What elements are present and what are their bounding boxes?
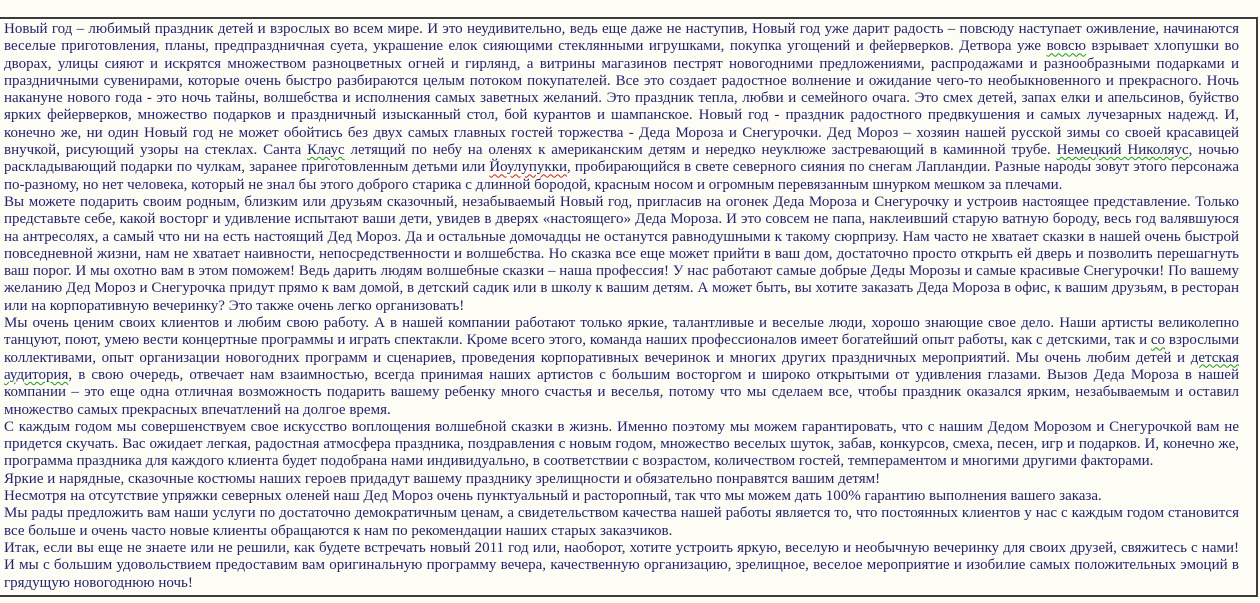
- text-run: , пробирающийся в свете северного сияния по снегам Лапландии. Разные народы зовут этого персонажа по-разному, но нет человека, который не знал бы этого доброго старика с длинной бородой, красным носом и огромным перевязанным шнурком мешком за плечами.: [4, 159, 1239, 193]
- document-text: [4, 21, 1239, 592]
- text-run: С каждым годом мы совершенствуем свое искусство воплощения волшебной сказки в жизнь. Именно поэтому мы можем гарантировать, что с нашим Дедом Морозом и Снегурочкой вам не придется скучать. Вас ожидает легкая, радостная атмосфера праздника, поздравления с новым годом, множество веселых шуток, забав, конкурсов, смеха, песен, игр и подарков. И, конечно же, программа праздника для каждого клиента будет подобрана нами индивидуально, в соответствии с возрастом, количеством гостей, темпераментом и многими другими факторами.: [4, 418, 1239, 470]
- document-frame: [0, 17, 1258, 597]
- text-run: Новый год – любимый праздник детей и взрослых во всем мире. И это неудивительно, ведь еще даже не наступив, Новый год уже дарит радость – повсюду наступает оживление, начинаются веселые приготовления, планы, предпраздничная суета, украшение елок сияющими стеклянными игрушками, покупка угощений и фейерверков. Детвора уже: [4, 21, 1239, 55]
- text-run: взрывает хлопушки во дворах, улицы сияют и искрятся множеством разноцветных огней и гирлянд, а витрины магазинов пестрят новогодними предложениями, распродажами и разнообразными подарками и праздничными сувенирами, которые очень быстро разбираются целым потоком покупателей. Все это создает радостное волнение и ожидание чего-то необыкновенного и прекрасного. Ночь накануне нового года - это ночь тайны, волшебства и исполнения самых заветных желаний. Это праздник тепла, любви и семейного очага. Это смех детей, запах елки и апельсинов, буйство ярких фейерверков, множество подарков и праздничный изысканный стол, бой курантов и шампанское. Новый год - праздник радостного предвкушения и самых лучезарных надежд. И, конечно же, ни один Новый год не может обойтись без двух самых главных гостей торжества - Деда Мороза и Снегурочки. Дед Мороз – хозяин нашей русской зимы со своей красавицей внучкой, рисующий узоры на стеклах. Санта: [4, 38, 1239, 159]
- paragraph-5: [4, 471, 1239, 488]
- text-run: взрослыми коллективами, опыт организации новогодних программ и сценариев, проведения корпоративных вечеринок и многих других праздничных мероприятий. Мы очень любим детей и: [4, 332, 1239, 366]
- text-run: Вы можете подарить своим родным, близким или друзьям сказочный, незабываемый Новый год, пригласив на огонек Деда Мороза и Снегурочку и устроив настоящее представление. Только представьте себе, какой восторг и удивление испытают ваши дети, увидев в дверях «настоящего» Деда Мороза. И это совсем не папа, наклеивший старую ватную бороду, весь год валявшуюся на антресолях, а самый что ни на есть настоящий Дед Мороз. Да и остальные домочадцы не останутся равнодушными к такому сюрпризу. Нам часто не хватает сказки в нашей очень быстрой повседневной жизни, нам не хватает наивности, непосредственности и волшебства. Но сказка все еще может прийти в ваш дом, достаточно просто открыть ей дверь и позволить перешагнуть ваш порог. И мы охотно вам в этом поможем! Ведь дарить людям волшебные сказки – наша профессия! У нас работают самые добрые Деды Морозы и самые красивые Снегурочки! По вашему желанию Дед Мороз и Снегурочка придут прямо к вам домой, в детский садик или в школу к вашим детям. А может быть, вы хотите заказать Деда Мороза в офис, к вашим друзьям, в ресторан или на корпоративную вечеринку? Это также очень легко организовать!: [4, 193, 1239, 314]
- grammar-flag-word: со: [1150, 332, 1166, 349]
- grammar-flag-word: Немецкий Николяус: [1056, 142, 1189, 159]
- text-run: Итак, если вы еще не знаете или не решили, как будете встречать новый 2011 год или, наоборот, хотите устроить яркую, веселую и необычную вечеринку для своих друзей, свяжитесь с нами! И мы с большим удовольствием предоставим вам оригинальную программу вечера, качественную организацию, зрелищное, веселое мероприятие и изобилие самых положительных эмоций в грядущую новогоднюю ночь!: [4, 539, 1239, 591]
- paragraph-1: [4, 21, 1239, 194]
- text-run: , в свою очередь, отвечает нам взаимностью, всегда принимая наших артистов с большим восторгом и широко открытыми от удивления глазами. Вызов Деда Мороза в нашей компании – это еще одна отличная возможность подарить вашему ребенку много счастья и веселья, потому что мы сделаем все, чтобы праздник оказался ярким, незабываемым и оставил множество самых прекрасных впечатлений на долгое время.: [4, 366, 1239, 418]
- paragraph-4: [4, 419, 1239, 471]
- paragraph-6: [4, 488, 1239, 505]
- spelling-error-word: Йоулупукки: [489, 159, 568, 176]
- paragraph-2: [4, 194, 1239, 315]
- text-run: Мы очень ценим своих клиентов и любим свою работу. А в нашей компании работают только яркие, талантливые и веселые люди, хорошо знающие свое дело. Наши артисты великолепно танцуют, поют, умею вести концертные программы и играть спектакли. Кроме всего этого, команда наших профессионалов имеет богатейший опыт работы, как с детскими, так и: [4, 315, 1239, 349]
- paragraph-7: [4, 505, 1239, 540]
- grammar-flag-word: детская аудитория: [4, 349, 1239, 383]
- paragraph-3: [4, 315, 1239, 419]
- text-run: Яркие и нарядные, сказочные костюмы наших героев придадут вашему празднику зрелищности и обязательно понравятся вашим детям!: [4, 470, 881, 487]
- text-run: летящий по небу на оленях к американским детям и нередко неуклюже застревающий в каминной трубе.: [344, 142, 1057, 159]
- text-run: , ночью раскладывающий подарки по чулкам, заранее приготовленным детьми или: [4, 142, 1240, 176]
- grammar-flag-word: вовсю: [1046, 38, 1086, 55]
- text-run: Мы рады предложить вам наши услуги по достаточно демократичным ценам, а свидетельством качества нашей работы является то, что постоянных клиентов у нас с каждым годом становится все больше и очень часто новые клиенты обращаются к нам по рекомендации наших старых заказчиков.: [4, 505, 1239, 539]
- paragraph-8: [4, 540, 1239, 592]
- grammar-flag-word: Клаус: [307, 142, 345, 159]
- text-run: Несмотря на отсутствие упряжки северных оленей наш Дед Мороз очень пунктуальный и расторопный, так что мы можем дать 100% гарантию выполнения вашего заказа.: [4, 488, 1102, 505]
